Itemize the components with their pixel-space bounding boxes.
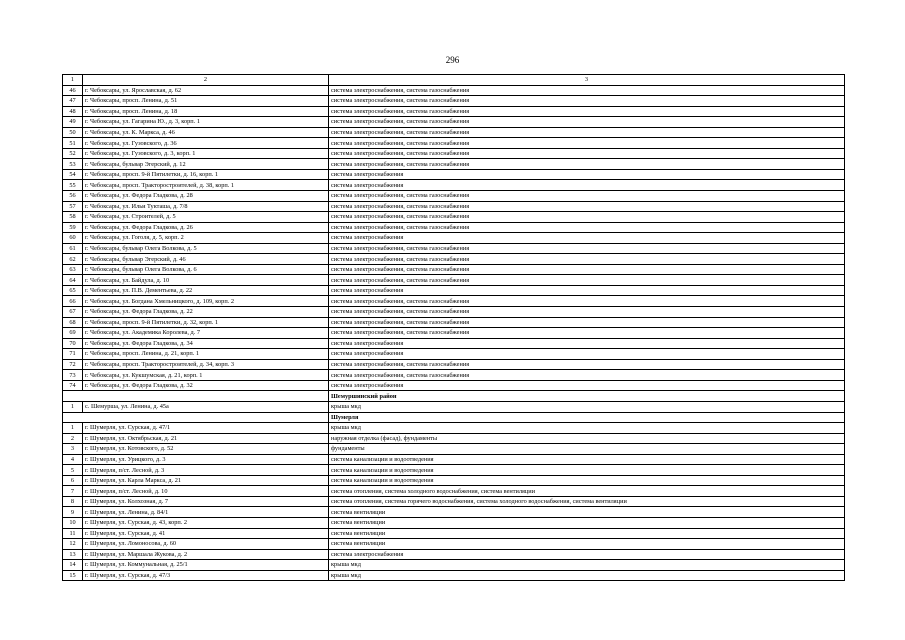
page-number: 296 — [445, 55, 460, 65]
works-cell: система электроснабжения, система газоснабжения — [329, 212, 845, 223]
row-number-cell: 52 — [63, 148, 83, 159]
address-cell: г. Чебоксары, ул. Байдула, д. 10 — [83, 275, 329, 286]
address-cell: г. Чебоксары, бульвар Эгерский, д. 46 — [83, 254, 329, 265]
works-cell: система отопления, система горячего водоснабжения, система холодного водоснабжения, система вентиляции — [329, 496, 845, 507]
row-number-cell: 13 — [63, 549, 83, 560]
works-cell: крыша мкд — [329, 401, 845, 412]
row-number-cell: 63 — [63, 264, 83, 275]
address-cell: г. Шумерля, ул. Колхозная, д. 7 — [83, 496, 329, 507]
address-cell: г. Чебоксары, бульвар Олега Волкова, д. 6 — [83, 264, 329, 275]
address-cell: г. Шумерля, ул. Коммунальная, д. 25/1 — [83, 560, 329, 571]
row-number-cell: 5 — [63, 465, 83, 476]
table-row — [63, 96, 845, 107]
table-row — [63, 423, 845, 434]
address-cell: г. Чебоксары, ул. Богдана Хмельницкого, д. 109, корп. 2 — [83, 296, 329, 307]
table-row — [63, 465, 845, 476]
row-number-cell: 71 — [63, 349, 83, 360]
works-cell: система вентиляции — [329, 528, 845, 539]
works-cell: система электроснабжения, система газоснабжения — [329, 370, 845, 381]
table-row — [63, 528, 845, 539]
works-cell: система электроснабжения, система газоснабжения — [329, 201, 845, 212]
column-number-cell: 3 — [329, 75, 845, 86]
address-cell: г. Шумерля, ул. Сурская, д. 41 — [83, 528, 329, 539]
row-number-cell: 51 — [63, 138, 83, 149]
works-cell: система вентиляции — [329, 517, 845, 528]
row-number-cell: 48 — [63, 106, 83, 117]
address-cell: г. Чебоксары, ул. Гагарина Ю., д. 3, корп. 1 — [83, 117, 329, 128]
table-row — [63, 517, 845, 528]
address-cell: г. Чебоксары, ул. Федора Гладкова, д. 26 — [83, 222, 329, 233]
address-cell: г. Шумерля, ул. Ломоносова, д. 60 — [83, 539, 329, 550]
works-cell: система электроснабжения, система газоснабжения — [329, 96, 845, 107]
row-number-cell: 12 — [63, 539, 83, 550]
works-cell: система электроснабжения, система газоснабжения — [329, 307, 845, 318]
works-cell: система электроснабжения — [329, 169, 845, 180]
table-row — [63, 475, 845, 486]
section-heading: Шумерля — [329, 412, 845, 423]
works-cell: система электроснабжения — [329, 180, 845, 191]
row-number-cell: 72 — [63, 359, 83, 370]
row-number-cell: 10 — [63, 517, 83, 528]
works-cell: система электроснабжения, система газоснабжения — [329, 138, 845, 149]
works-cell: система электроснабжения — [329, 233, 845, 244]
address-cell: г. Чебоксары, ул. Гузовского, д. 36 — [83, 138, 329, 149]
table-row — [63, 359, 845, 370]
registry-table — [62, 74, 845, 581]
works-cell: система электроснабжения — [329, 338, 845, 349]
registry-table-body — [63, 75, 845, 581]
row-number-cell: 2 — [63, 433, 83, 444]
row-number-cell: 66 — [63, 296, 83, 307]
table-row — [63, 454, 845, 465]
works-cell: система канализации и водоотведения — [329, 454, 845, 465]
row-number-cell: 58 — [63, 212, 83, 223]
row-number-cell: 61 — [63, 243, 83, 254]
address-cell: г. Шумерля, ул. Котовского, д. 52 — [83, 444, 329, 455]
address-cell: г. Шумерля, ул. Ленина, д. 84/1 — [83, 507, 329, 518]
address-cell: г. Шумерля, ул. Сурская, д. 47/1 — [83, 423, 329, 434]
table-row — [63, 549, 845, 560]
works-cell: система канализации и водоотведения — [329, 475, 845, 486]
address-cell: г. Чебоксары, просп. Тракторостроителей, д. 34, корп. 3 — [83, 359, 329, 370]
row-number-cell: 11 — [63, 528, 83, 539]
row-number-cell: 68 — [63, 317, 83, 328]
address-cell: г. Чебоксары, бульвар Эгерский, д. 12 — [83, 159, 329, 170]
address-cell: г. Чебоксары, ул. Строителей, д. 5 — [83, 212, 329, 223]
address-cell: г. Чебоксары, ул. Гузовского, д. 3, корп. 1 — [83, 148, 329, 159]
works-cell: система электроснабжения, система газоснабжения — [329, 85, 845, 96]
address-cell: г. Чебоксары, ул. П.В. Дементьева, д. 22 — [83, 285, 329, 296]
table-row — [63, 570, 845, 581]
row-number-cell: 73 — [63, 370, 83, 381]
works-cell: система электроснабжения, система газоснабжения — [329, 191, 845, 202]
table-row — [63, 349, 845, 360]
address-cell: г. Чебоксары, просп. Тракторостроителей, д. 38, корп. 1 — [83, 180, 329, 191]
table-row — [63, 138, 845, 149]
works-cell: система вентиляции — [329, 507, 845, 518]
table-row — [63, 201, 845, 212]
table-row — [63, 401, 845, 412]
address-cell: г. Шумерля, п/ст. Лесной, д. 10 — [83, 486, 329, 497]
address-cell: г. Шумерля, ул. Маршала Жукова, д. 2 — [83, 549, 329, 560]
table-row — [63, 539, 845, 550]
address-cell: г. Чебоксары, ул. Федора Гладкова, д. 28 — [83, 191, 329, 202]
table-row — [63, 106, 845, 117]
works-cell: система электроснабжения, система газоснабжения — [329, 148, 845, 159]
column-number-cell: 1 — [63, 75, 83, 86]
table-row — [63, 380, 845, 391]
works-cell: система электроснабжения, система газоснабжения — [329, 254, 845, 265]
address-cell: г. Чебоксары, ул. Ильи Тукташа, д. 7/8 — [83, 201, 329, 212]
table-row — [63, 254, 845, 265]
works-cell: крыша мкд — [329, 423, 845, 434]
row-number-cell: 60 — [63, 233, 83, 244]
address-cell: г. Шумерля, п/ст. Лесной, д. 3 — [83, 465, 329, 476]
row-number-cell: 64 — [63, 275, 83, 286]
row-number-cell: 8 — [63, 496, 83, 507]
address-cell: г. Чебоксары, просп. Ленина, д. 18 — [83, 106, 329, 117]
works-cell: система вентиляции — [329, 539, 845, 550]
column-number-cell: 2 — [83, 75, 329, 86]
address-cell: г. Чебоксары, бульвар Олега Волкова, д. 5 — [83, 243, 329, 254]
table-row — [63, 285, 845, 296]
row-number-cell: 74 — [63, 380, 83, 391]
table-row — [63, 169, 845, 180]
table-row — [63, 370, 845, 381]
table-row — [63, 148, 845, 159]
works-cell: крыша мкд — [329, 570, 845, 581]
works-cell: система электроснабжения — [329, 380, 845, 391]
row-number-cell: 15 — [63, 570, 83, 581]
column-number-row — [63, 75, 845, 86]
table-row — [63, 222, 845, 233]
row-number-cell: 55 — [63, 180, 83, 191]
row-number-cell: 9 — [63, 507, 83, 518]
works-cell: система электроснабжения — [329, 549, 845, 560]
row-number-cell: 57 — [63, 201, 83, 212]
works-cell: система отопления, система холодного водоснабжения, система вентиляции — [329, 486, 845, 497]
row-number-cell: 49 — [63, 117, 83, 128]
row-number-cell: 3 — [63, 444, 83, 455]
address-cell: г. Шумерля, ул. Октябрьская, д. 21 — [83, 433, 329, 444]
row-number-cell: 1 — [63, 423, 83, 434]
table-row — [63, 296, 845, 307]
section-heading: Шемуршинский район — [329, 391, 845, 402]
address-cell: г. Шумерля, ул. Урицкого, д. 3 — [83, 454, 329, 465]
table-row — [63, 127, 845, 138]
address-cell: г. Чебоксары, просп. Ленина, д. 21, корп. 1 — [83, 349, 329, 360]
works-cell: система электроснабжения, система газоснабжения — [329, 328, 845, 339]
address-cell: г. Чебоксары, просп. 9-й Пятилетки, д. 16, корп. 1 — [83, 169, 329, 180]
table-row — [63, 338, 845, 349]
works-cell: система электроснабжения, система газоснабжения — [329, 359, 845, 370]
table-row — [63, 560, 845, 571]
row-number-cell: 62 — [63, 254, 83, 265]
works-cell: крыша мкд — [329, 560, 845, 571]
table-row — [63, 85, 845, 96]
table-row — [63, 496, 845, 507]
row-number-cell: 47 — [63, 96, 83, 107]
works-cell: система электроснабжения — [329, 349, 845, 360]
row-number-cell: 1 — [63, 401, 83, 412]
address-cell: г. Чебоксары, просп. Ленина, д. 51 — [83, 96, 329, 107]
row-number-cell: 65 — [63, 285, 83, 296]
works-cell: система электроснабжения, система газоснабжения — [329, 275, 845, 286]
address-cell: с. Шемурша, ул. Ленина, д. 45а — [83, 401, 329, 412]
row-number-cell: 70 — [63, 338, 83, 349]
row-number-cell: 50 — [63, 127, 83, 138]
table-row — [63, 444, 845, 455]
section-heading-spacer — [63, 412, 329, 423]
row-number-cell: 54 — [63, 169, 83, 180]
works-cell: система электроснабжения, система газоснабжения — [329, 296, 845, 307]
works-cell: система электроснабжения, система газоснабжения — [329, 243, 845, 254]
row-number-cell: 67 — [63, 307, 83, 318]
row-number-cell: 69 — [63, 328, 83, 339]
row-number-cell: 4 — [63, 454, 83, 465]
address-cell: г. Чебоксары, ул. Федора Гладкова, д. 34 — [83, 338, 329, 349]
table-row — [63, 243, 845, 254]
address-cell: г. Чебоксары, просп. 9-й Пятилетки, д. 32, корп. 1 — [83, 317, 329, 328]
row-number-cell: 59 — [63, 222, 83, 233]
address-cell: г. Чебоксары, ул. Федора Гладкова, д. 32 — [83, 380, 329, 391]
table-row — [63, 328, 845, 339]
table-row — [63, 433, 845, 444]
table-row — [63, 486, 845, 497]
works-cell: система электроснабжения — [329, 285, 845, 296]
row-number-cell: 6 — [63, 475, 83, 486]
table-row — [63, 191, 845, 202]
row-number-cell: 46 — [63, 85, 83, 96]
table-row — [63, 264, 845, 275]
address-cell: г. Чебоксары, ул. Академика Королева, д. 7 — [83, 328, 329, 339]
table-row — [63, 275, 845, 286]
address-cell: г. Чебоксары, ул. Гоголя, д. 5, корп. 2 — [83, 233, 329, 244]
table-row — [63, 507, 845, 518]
works-cell: система электроснабжения, система газоснабжения — [329, 117, 845, 128]
row-number-cell: 53 — [63, 159, 83, 170]
address-cell: г. Шумерля, ул. Сурская, д. 43, корп. 2 — [83, 517, 329, 528]
address-cell: г. Чебоксары, ул. Ярославская, д. 62 — [83, 85, 329, 96]
section-heading-spacer — [63, 391, 329, 402]
works-cell: фундаменты — [329, 444, 845, 455]
address-cell: г. Шумерля, ул. Сурская, д. 47/3 — [83, 570, 329, 581]
table-row — [63, 307, 845, 318]
works-cell: система электроснабжения, система газоснабжения — [329, 264, 845, 275]
row-number-cell: 7 — [63, 486, 83, 497]
address-cell: г. Шумерля, ул. Карла Маркса, д. 21 — [83, 475, 329, 486]
row-number-cell: 56 — [63, 191, 83, 202]
works-cell: наружная отделка (фасад), фундаменты — [329, 433, 845, 444]
table-row — [63, 233, 845, 244]
works-cell: система электроснабжения, система газоснабжения — [329, 106, 845, 117]
section-heading-row — [63, 391, 845, 402]
address-cell: г. Чебоксары, ул. К. Маркса, д. 46 — [83, 127, 329, 138]
address-cell: г. Чебоксары, ул. Кукшумская, д. 21, корп. 1 — [83, 370, 329, 381]
table-row — [63, 159, 845, 170]
works-cell: система электроснабжения, система газоснабжения — [329, 159, 845, 170]
works-cell: система электроснабжения, система газоснабжения — [329, 222, 845, 233]
works-cell: система электроснабжения, система газоснабжения — [329, 317, 845, 328]
row-number-cell: 14 — [63, 560, 83, 571]
table-row — [63, 180, 845, 191]
address-cell: г. Чебоксары, ул. Федора Гладкова, д. 22 — [83, 307, 329, 318]
table-row — [63, 212, 845, 223]
table-row — [63, 317, 845, 328]
section-heading-row — [63, 412, 845, 423]
works-cell: система электроснабжения, система газоснабжения — [329, 127, 845, 138]
works-cell: система канализации и водоотведения — [329, 465, 845, 476]
table-row — [63, 117, 845, 128]
